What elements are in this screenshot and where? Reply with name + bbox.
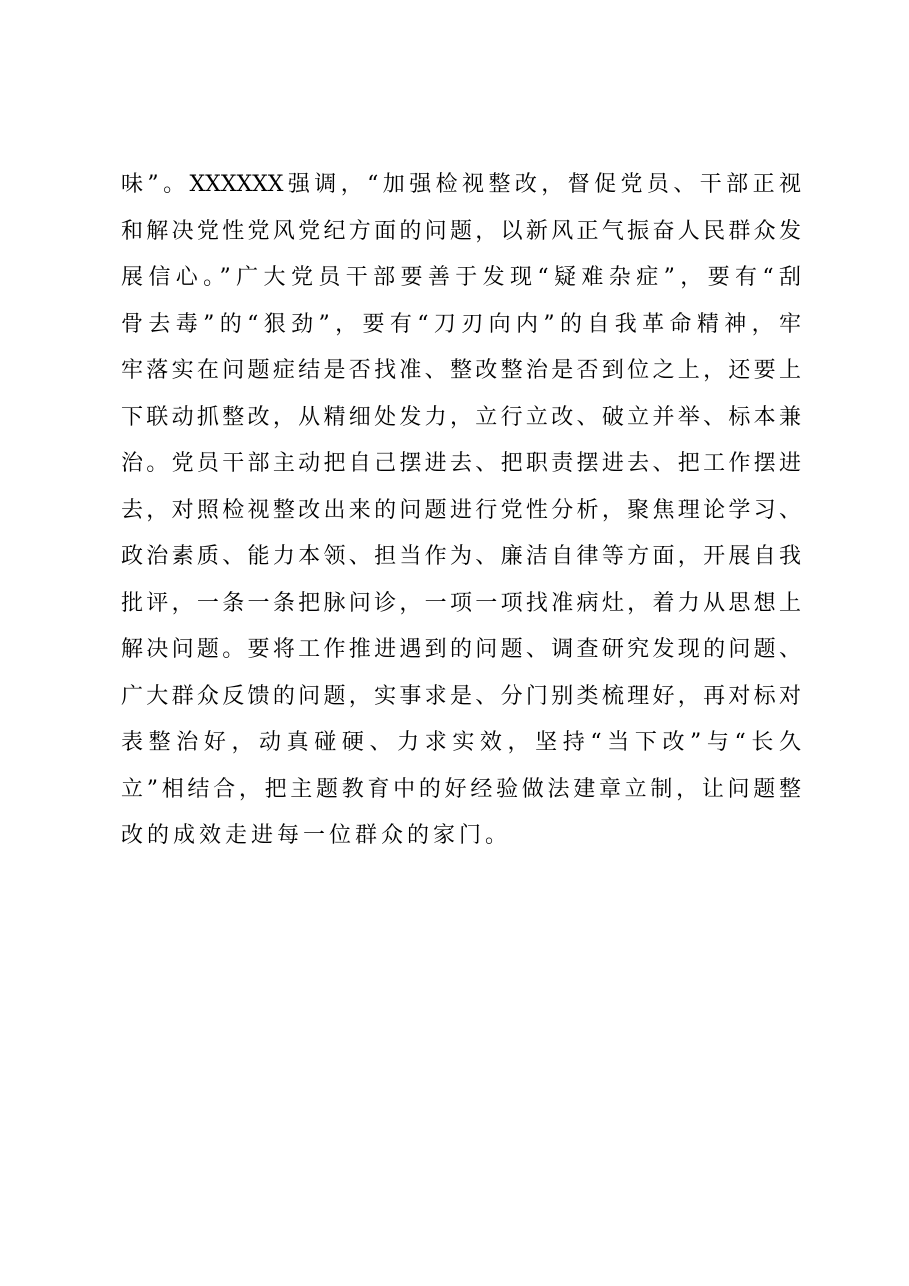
paragraph-line: 治。党员干部主动把自己摆进去、把职责摆进去、把工作摆进 (121, 451, 801, 476)
paragraph-line: 骨去毒”的“狠劲”，要有“刀刃向内”的自我革命精神，牢 (121, 311, 801, 337)
paragraph-line: 立”相结合，把主题教育中的好经验做法建章立制，让问题整 (121, 776, 801, 802)
paragraph-line: 味”。XXXXXX强调，“加强检视整改，督促党员、干部正视 (121, 172, 801, 197)
paragraph-line: 展信心。”广大党员干部要善于发现“疑难杂症”，要有“刮 (121, 265, 801, 290)
paragraph-line: 广大群众反馈的问题，实事求是、分门别类梳理好，再对标对 (121, 683, 801, 709)
paragraph-line: 表整治好，动真碰硬、力求实效，坚持“当下改”与“长久 (121, 730, 801, 755)
paragraph-line: 去，对照检视整改出来的问题进行党性分析，聚焦理论学习、 (121, 497, 801, 523)
paragraph-line: 下联动抓整改，从精细处发力，立行立改、破立并举、标本兼 (121, 404, 801, 430)
paragraph-line: 和解决党性党风党纪方面的问题，以新风正气振奋人民群众发 (121, 218, 801, 244)
body-paragraph (121, 162, 801, 860)
paragraph-line: 牢落实在问题症结是否找准、整改整治是否到位之上，还要上 (121, 358, 801, 383)
paragraph-line: 解决问题。要将工作推进遇到的问题、调查研究发现的问题、 (121, 637, 801, 662)
paragraph-line: 批评，一条一条把脉问诊，一项一项找准病灶，着力从思想上 (121, 590, 801, 616)
paragraph-line: 政治素质、能力本领、担当作为、廉洁自律等方面，开展自我 (121, 544, 801, 569)
paragraph-line: 改的成效走进每一位群众的家门。 (121, 823, 512, 848)
